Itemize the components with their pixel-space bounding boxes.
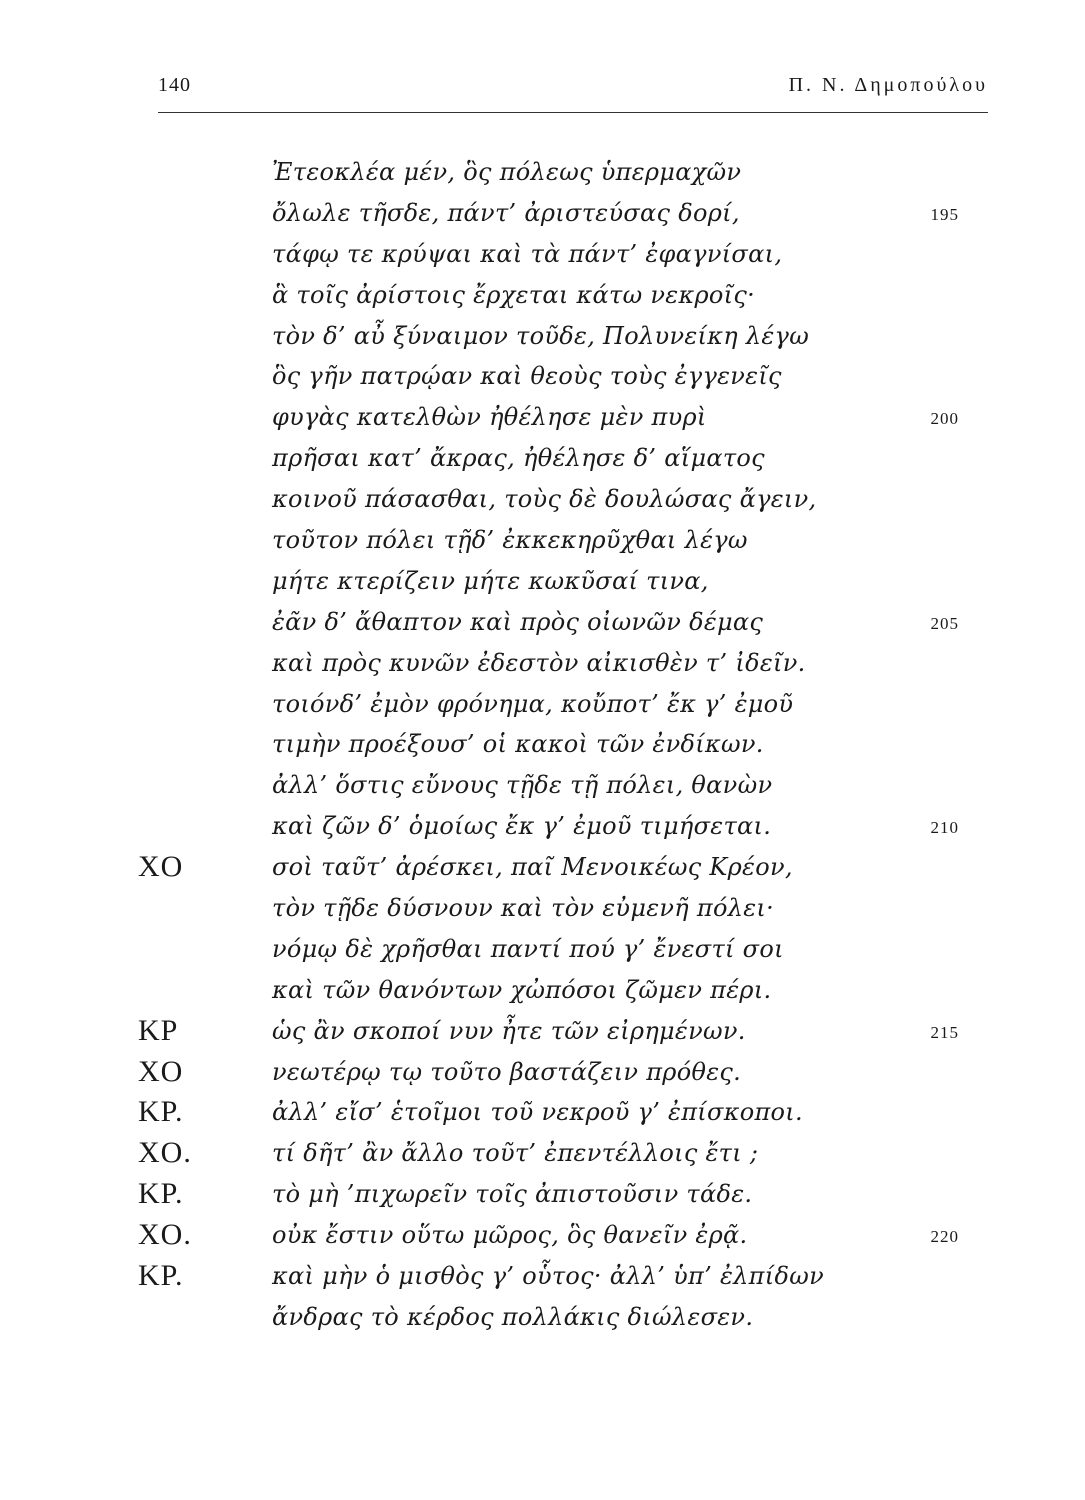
verse-line [0,970,1085,1011]
verse-text: μήτε κτερίζειν μήτε κωκῦσαί τινα, [272,566,709,595]
verse-text: φυγὰς κατελθὼν ἠθέλησε μὲν πυρὶ [272,403,707,432]
verse-line [0,275,1085,316]
verse-text: νεωτέρῳ τῳ τοῦτο βαστάζειν πρόθες. [272,1057,742,1086]
verse-line [0,316,1085,357]
verse-text: οὐκ ἔστιν οὕτω μῶρος, ὃς θανεῖν ἐρᾷ. [272,1221,748,1250]
verse-text: καὶ τῶν θανόντων χὠπόσοι ζῶμεν πέρι. [272,975,772,1004]
header-rule [158,112,988,113]
page-header [158,74,988,106]
speaker-label: ΧΟ. [138,1136,192,1170]
line-number: 195 [930,204,959,224]
verse-line [0,888,1085,929]
verse-text: ὡς ἂν σκοποί νυν ἦτε τῶν εἰρημένων. [272,1016,746,1045]
line-number: 215 [930,1022,959,1042]
verse-line [0,643,1085,684]
verse-line [0,479,1085,520]
verse-line [0,1297,1085,1338]
speaker-label: ΧΟ [138,850,184,884]
verse-line [0,684,1085,725]
verse-text: τὸ μὴ ’πιχωρεῖν τοῖς ἀπιστοῦσιν τάδε. [272,1180,753,1209]
verse-text: τὸν δ’ αὖ ξύναιμον τοῦδε, Πολυνείκη λέγω [272,321,810,350]
verse-line [0,193,1085,234]
verse-line [0,724,1085,765]
verse-text: ἃ τοῖς ἀρίστοις ἔρχεται κάτω νεκροῖς· [272,280,756,309]
line-number: 205 [930,613,959,633]
verse-text: ἄνδρας τὸ κέρδος πολλάκις διώλεσεν. [272,1302,754,1331]
line-number: 210 [930,818,959,838]
running-head: Π. Ν. Δημοπούλου [788,74,988,96]
verse-text: τάφῳ τε κρύψαι καὶ τὰ πάντ’ ἐφαγνίσαι, [272,239,783,268]
verse-line [0,561,1085,602]
verse-line [0,1256,1085,1297]
verse-text: πρῆσαι κατ’ ἄκρας, ἠθέλησε δ’ αἵματος [272,444,765,473]
verse-line [0,1215,1085,1256]
verse-line [0,806,1085,847]
verse-text: τί δῆτ’ ἂν ἄλλο τοῦτ’ ἐπεντέλλοις ἔτι ; [272,1139,759,1168]
verse-line [0,1092,1085,1133]
verse-line [0,520,1085,561]
verse-line [0,1052,1085,1093]
page-number: 140 [158,74,191,96]
verse-text: ἀλλ’ εἴσ’ ἑτοῖμοι τοῦ νεκροῦ γ’ ἐπίσκοποι. [272,1098,803,1127]
verse-text: τοῦτον πόλει τῇδ’ ἐκκεκηρῦχθαι λέγω [272,526,748,555]
speaker-label: ΚΡ [138,1013,179,1047]
line-number: 220 [930,1227,959,1247]
verse-text: κοινοῦ πάσασθαι, τοὺς δὲ δουλώσας ἄγειν, [272,485,817,514]
verse-line [0,397,1085,438]
verse-text: τὸν τῇδε δύσνουν καὶ τὸν εὐμενῆ πόλει· [272,894,775,923]
verse-line [0,438,1085,479]
verse-text: ἀλλ’ ὅστις εὔνους τῇδε τῇ πόλει, θανὼν [272,771,773,800]
verse-text: Ἐτεοκλέα μέν, ὃς πόλεως ὑπερμαχῶν [272,158,742,186]
speaker-label: ΚΡ. [138,1095,184,1129]
verse-text: νόμῳ δὲ χρῆσθαι παντί πού γ’ ἔνεστί σοι [272,934,784,963]
speaker-label: ΧΟ. [138,1218,192,1252]
speaker-label: ΧΟ [138,1054,184,1088]
verse-line [0,1011,1085,1052]
verse-line [0,234,1085,275]
verse-text: ὄλωλε τῆσδε, πάντ’ ἀριστεύσας δορί, [272,198,740,227]
verse-text: ὃς γῆν πατρῴαν καὶ θεοὺς τοὺς ἐγγενεῖς [272,362,782,391]
verse-line [0,152,1085,193]
verse-text: τοιόνδ’ ἐμὸν φρόνημα, κοὔποτ’ ἔκ γ’ ἐμοῦ [272,689,794,718]
line-number: 200 [930,409,959,429]
speaker-label: ΚΡ. [138,1177,184,1211]
verse-line [0,356,1085,397]
verse-text: καὶ πρὸς κυνῶν ἐδεστὸν αἰκισθὲν τ’ ἰδεῖν. [272,648,806,677]
verse-line [0,929,1085,970]
verse-text: τιμὴν προέξουσ’ οἱ κακοὶ τῶν ἐνδίκων. [272,730,764,759]
verse-text: σοὶ ταῦτ’ ἀρέσκει, παῖ Μενοικέως Κρέον, [272,853,793,882]
verse-line [0,847,1085,888]
verse-text: καὶ μὴν ὁ μισθὸς γ’ οὗτος· ἀλλ’ ὑπ’ ἐλπίδων [272,1262,824,1291]
verse-line [0,602,1085,643]
verse-line [0,1174,1085,1215]
verse-text: ἐᾶν δ’ ἄθαπτον καὶ πρὸς οἰωνῶν δέμας [272,607,764,636]
verse-line [0,1133,1085,1174]
verse-text: καὶ ζῶν δ’ ὁμοίως ἔκ γ’ ἐμοῦ τιμήσεται. [272,812,772,841]
speaker-label: ΚΡ. [138,1259,184,1293]
verse-line [0,765,1085,806]
verse-block [0,152,1085,1338]
